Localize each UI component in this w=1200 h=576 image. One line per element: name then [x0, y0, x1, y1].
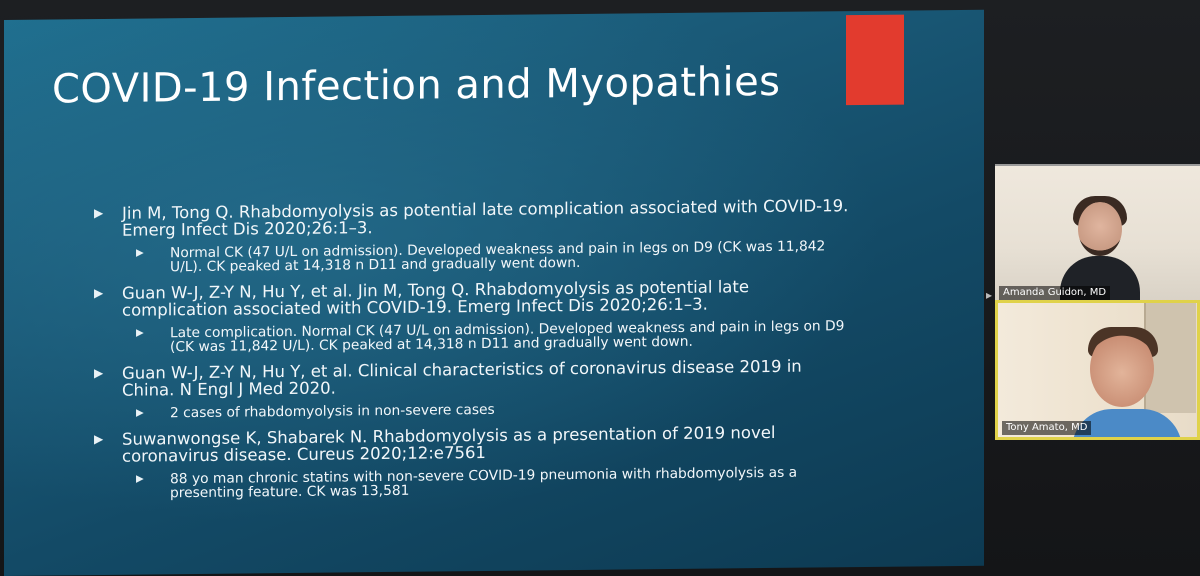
presentation-slide — [4, 10, 984, 576]
slide-accent-block — [846, 15, 904, 106]
panel-toggle-icon[interactable]: ▸ — [986, 288, 993, 302]
list-item: ▶ Guan W-J, Z-Y N, Hu Y, et al. Jin M, Tong Q. Rhabdomyolysis as potential late complication associated with COVID-19. Emerg Infect Dis 2020;26:1–3. — [92, 277, 852, 319]
list-item: ▶ Suwanwongse K, Shabarek N. Rhabdomyolysis as a presentation of 2019 novel coronavirus disease. Cureus 2020;12:e7561 — [92, 423, 852, 465]
sub-item: ▶ 88 yo man chronic statins with non-severe COVID-19 pneumonia with rhabdomyolysis as a presenting feature. CK was 13,581 — [92, 465, 852, 501]
sub-item: ▶ Normal CK (47 U/L on admission). Developed weakness and pain in legs on D9 (CK was 11,842 U/L). CK peaked at 14,318 n D11 and gradually went down. — [92, 239, 852, 275]
slide-title: COVID-19 Infection and Myopathies — [52, 58, 781, 113]
reference-list — [92, 197, 852, 511]
list-item: ▶ Jin M, Tong Q. Rhabdomyolysis as potential late complication associated with COVID-19. Emerg Infect Dis 2020;26:1–3. — [92, 197, 852, 239]
list-item: ▶ Guan W-J, Z-Y N, Hu Y, et al. Clinical characteristics of coronavirus disease 2019 in China. N Engl J Med 2020. — [92, 357, 852, 399]
participant-video-active[interactable] — [995, 300, 1200, 440]
participant-name: Tony Amato, MD — [1002, 421, 1091, 435]
sub-item: ▶ 2 cases of rhabdomyolysis in non-severe cases — [92, 399, 852, 421]
sub-item: ▶ Late complication. Normal CK (47 U/L on admission). Developed weakness and pain in legs on D9 (CK was 11,842 U/L). CK peaked at 14,318 n D11 and gradually went down. — [92, 319, 852, 355]
participant-video[interactable] — [995, 164, 1200, 302]
participant-name: Amanda Guidon, MD — [999, 286, 1110, 300]
